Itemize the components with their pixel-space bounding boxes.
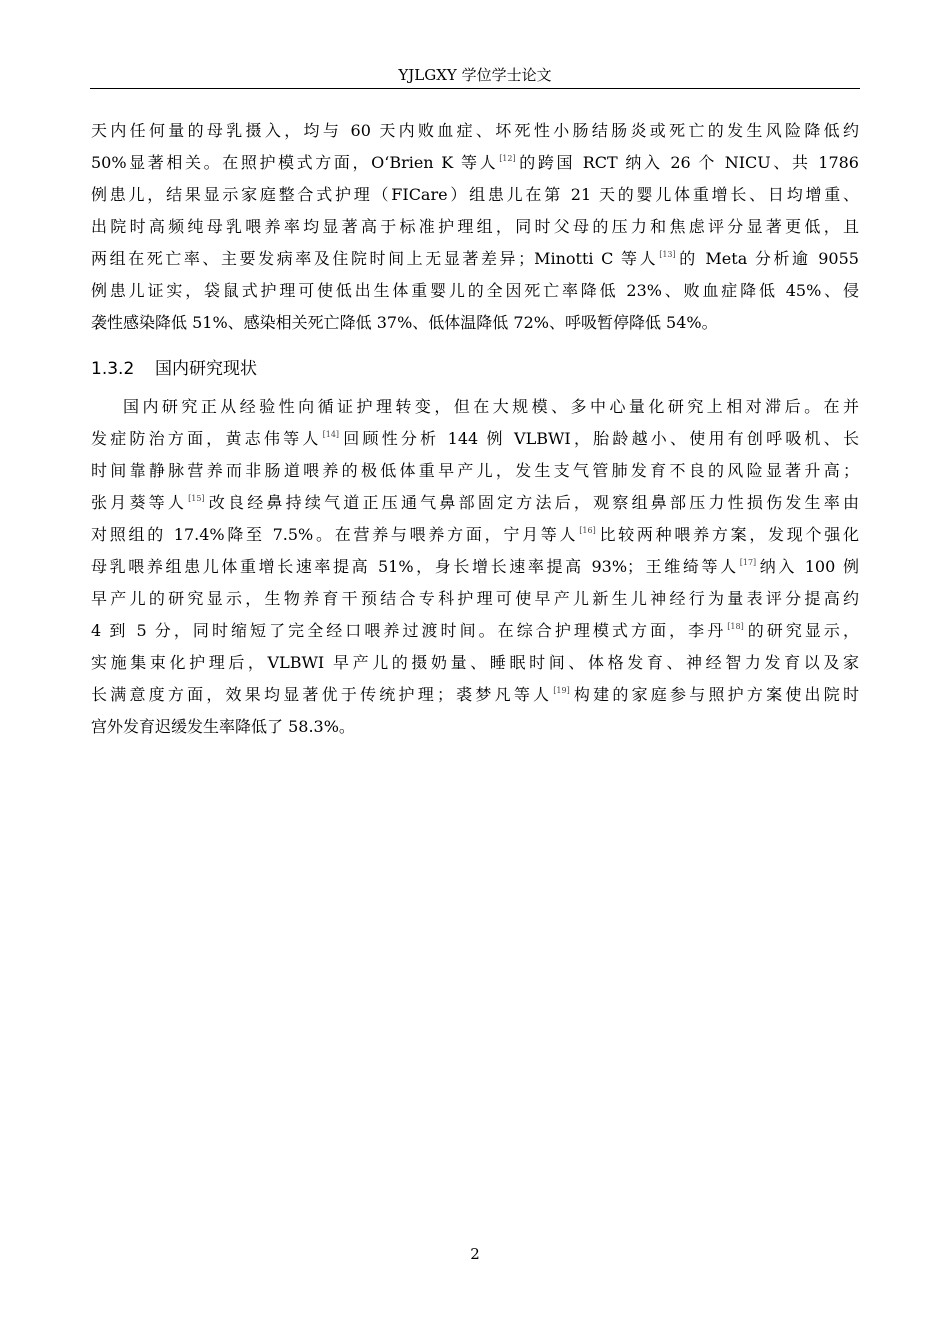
text-line: 母乳喂养组患儿体重增长速率提高 51%，身长增长速率提高 93%；王维绮等人[17]纳入 100 例 [91, 557, 859, 576]
text-line: 例患儿，结果显示家庭整合式护理（FICare）组患儿在第 21 天的婴儿体重增长、日均增重、 [91, 185, 859, 204]
citation-ref: [15] [188, 494, 205, 503]
citation-ref: [17] [739, 558, 757, 567]
text-line: 国内研究正从经验性向循证护理转变，但在大规模、多中心量化研究上相对滞后。在并 [123, 397, 859, 416]
text-line: 宫外发育迟缓发生率降低了 58.3%。 [91, 717, 355, 736]
text-line: 4 到 5 分，同时缩短了完全经口喂养过渡时间。在综合护理模式方面，李丹[18]的研究显示， [91, 621, 859, 640]
citation-ref: [18] [727, 622, 744, 631]
page-number: 2 [470, 1245, 480, 1263]
text-line: 发症防治方面，黄志伟等人[14]回顾性分析 144 例 VLBWI，胎龄越小、使用有创呼吸机、长 [91, 429, 859, 448]
citation-ref: [16] [579, 526, 596, 535]
text-line: 时间靠静脉营养而非肠道喂养的极低体重早产儿，发生支气管肺发育不良的风险显著升高； [91, 461, 859, 480]
text-line: 天内任何量的母乳摄入，均与 60 天内败血症、坏死性小肠结肠炎或死亡的发生风险降低约 [91, 121, 859, 140]
section-number: 1.3.2 [91, 359, 135, 379]
text-line: 实施集束化护理后，VLBWI 早产儿的摄奶量、睡眠时间、体格发育、神经智力发育以及家 [91, 653, 859, 672]
section-title: 国内研究现状 [155, 359, 257, 379]
citation-ref: [19] [553, 686, 570, 695]
header-rule [90, 88, 860, 89]
text-line: 50%显著相关。在照护模式方面，O‘Brien K 等人[12]的跨国 RCT 纳入 26 个 NICU、共 1786 [91, 153, 859, 172]
citation-ref: [14] [322, 430, 340, 439]
text-line: 长满意度方面，效果均显著优于传统护理；裘梦凡等人[19]构建的家庭参与照护方案使出院时 [91, 685, 859, 704]
citation-ref: [13] [659, 250, 676, 259]
text-line: 早产儿的研究显示，生物养育干预结合专科护理可使早产儿新生儿神经行为量表评分提高约 [91, 589, 859, 608]
text-line: 张月葵等人[15]改良经鼻持续气道正压通气鼻部固定方法后，观察组鼻部压力性损伤发生率由 [91, 493, 859, 512]
text-line: 出院时高频纯母乳喂养率均显著高于标准护理组，同时父母的压力和焦虑评分显著更低，且 [91, 217, 859, 236]
paragraph-continuation [91, 115, 859, 339]
text-line: 袭性感染降低 51%、感染相关死亡降低 37%、低体温降低 72%、呼吸暂停降低 54%。 [91, 313, 718, 332]
document-body [91, 115, 859, 743]
citation-ref: [12] [499, 154, 516, 163]
running-header: YJLGXY 学位学士论文 [398, 66, 552, 84]
text-line: 对照组的 17.4%降至 7.5%。在营养与喂养方面，宁月等人[16]比较两种喂养方案，发现个强化 [91, 525, 859, 544]
section-heading [91, 353, 859, 385]
text-line: 两组在死亡率、主要发病率及住院时间上无显著差异；Minotti C 等人[13]的 Meta 分析逾 9055 [91, 249, 859, 268]
text-line: 例患儿证实，袋鼠式护理可使低出生体重婴儿的全因死亡率降低 23%、败血症降低 45%、侵 [91, 281, 859, 300]
paragraph-domestic-research [91, 391, 859, 743]
